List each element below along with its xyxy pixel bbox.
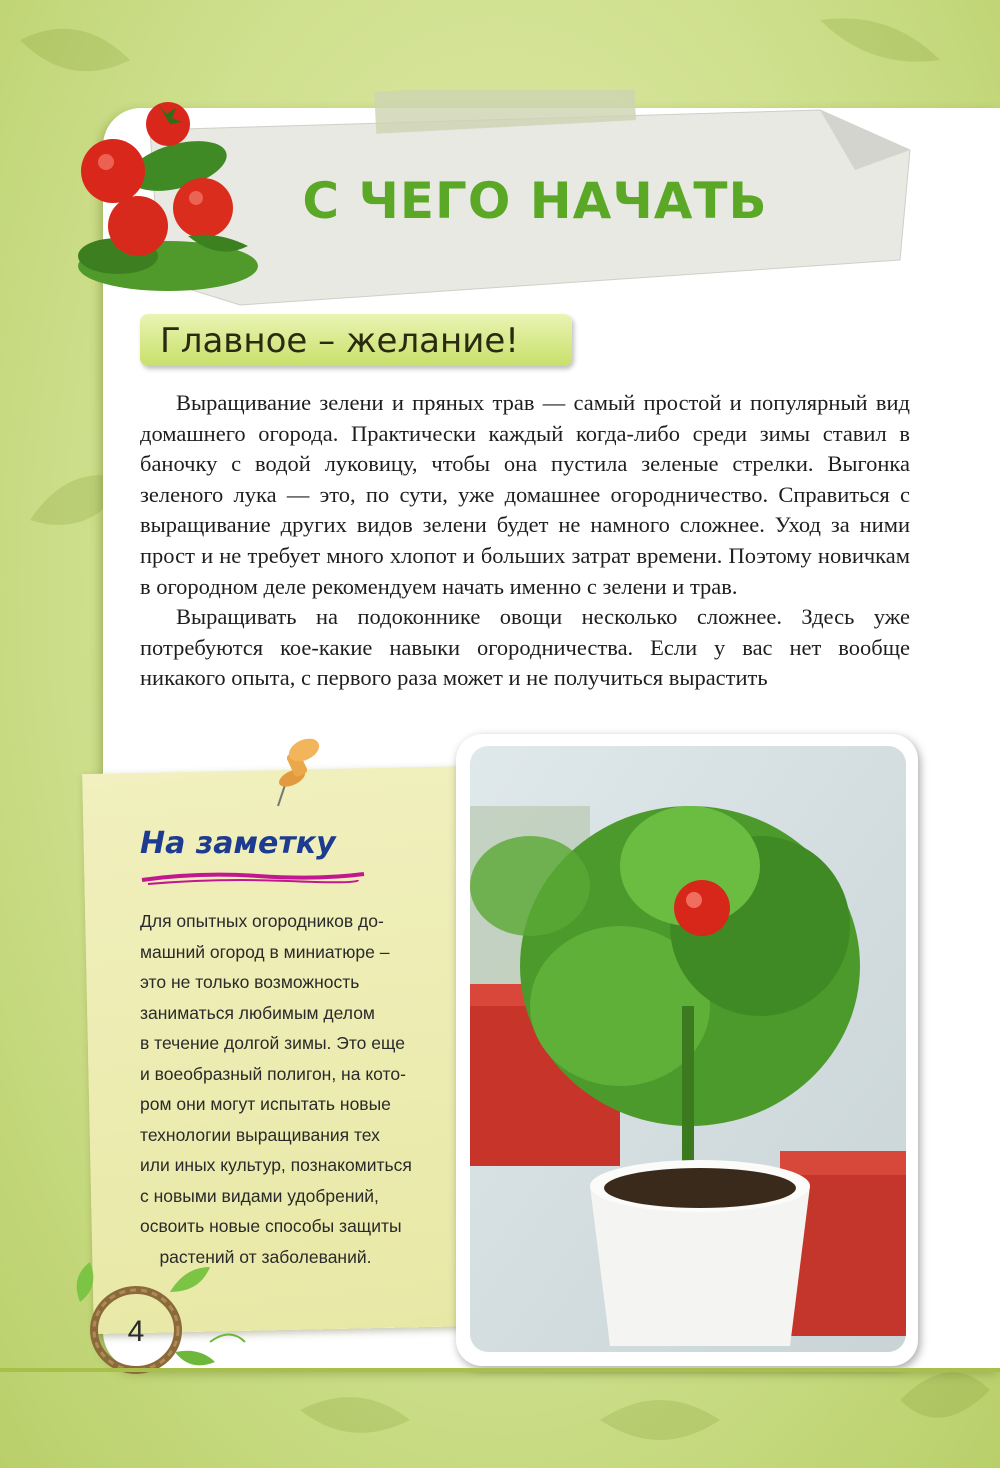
body-text	[140, 388, 910, 694]
note-title-underline	[138, 868, 368, 890]
tomato-plant-photo	[470, 746, 906, 1352]
note-line: и воеобразный полигон, на кото-	[140, 1063, 406, 1084]
note-text	[140, 906, 440, 1272]
note-line: технологии выращивания тех	[140, 1124, 380, 1145]
note-title: На заметку	[140, 826, 336, 861]
note-line: в течение долгой зимы. Это еще	[140, 1033, 405, 1053]
note-line: машний огород в миниатюре –	[140, 941, 390, 962]
note-line: растений от заболеваний.	[140, 1246, 372, 1267]
bottom-divider	[0, 1368, 1000, 1372]
section-subheading: Главное – желание!	[160, 321, 519, 361]
note-line: Для опытных огородников до-	[140, 911, 384, 931]
page-title: С ЧЕГО НАЧАТЬ	[302, 172, 768, 230]
vine-wreath-decoration	[60, 1232, 250, 1382]
note-line: освоить новые способы защиты	[140, 1216, 402, 1236]
note-line: ром они могут испытать новые	[140, 1094, 391, 1114]
note-line: заниматься любимым делом	[140, 1002, 375, 1023]
pushpin-icon	[268, 730, 328, 810]
page-number: 4	[127, 1315, 145, 1348]
note-line: это не только возможность	[140, 972, 360, 992]
paragraph: Выращивать на подоконнике овощи несколько сложнее. Здесь уже потребуются кое-какие навыки огородничества. Если у вас нет вообще никакого опыта, с первого раза может и не получиться вырастить	[140, 604, 910, 691]
paragraph: Выращивание зелени и пряных трав — самый простой и популярный вид домашнего огорода. Практически каждый когда-либо среди зимы ставил в баночку с водой луковицу, чтобы она пустила зеленые стрелки. Выгонка зеленого лука — это, по сути, уже домашнее огородничество. Справиться с выращивание других видов зелени будет не намного сложнее. Уход за ними прост и не требует много хлопот и больших затрат времени. Поэтому новичкам в огородном деле рекомендуем начать именно с зелени и трав.	[140, 390, 910, 599]
note-line: или иных культур, познакомиться	[140, 1155, 412, 1175]
note-line: с новыми видами удобрений,	[140, 1185, 379, 1206]
vegetables-illustration	[58, 96, 268, 306]
